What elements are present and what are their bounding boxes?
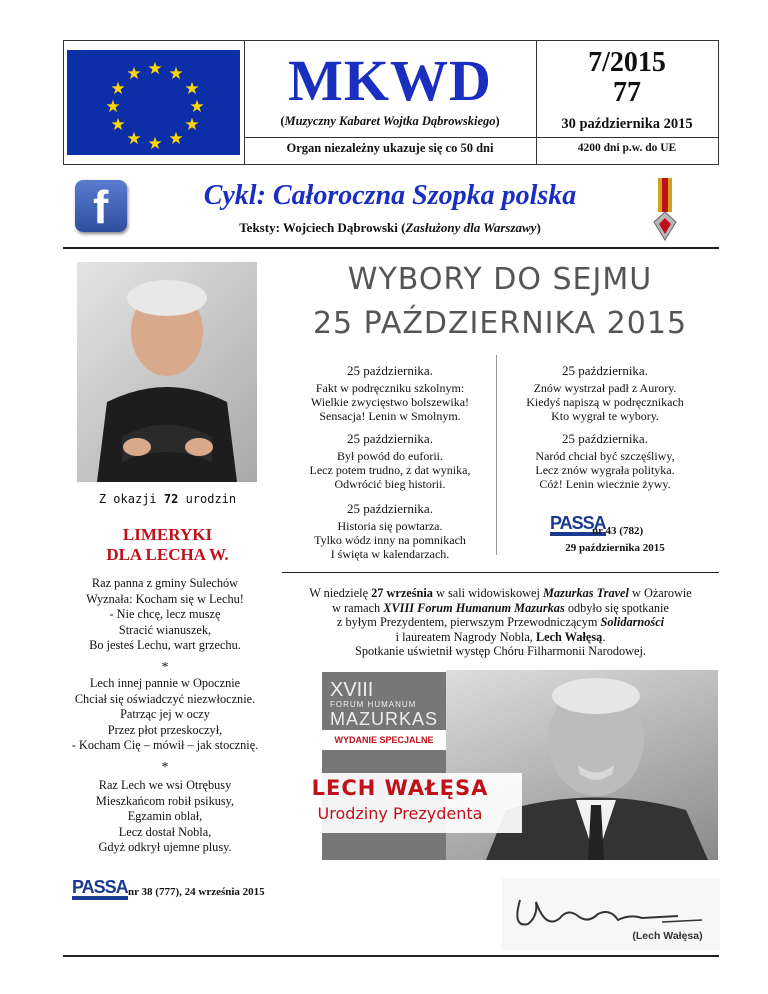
cover-mazurkas: MAZURKAS	[330, 709, 439, 729]
stanza-1: 25 października. Fakt w podręczniku szkolnym: Wielkie zwycięstwo bolszewika! Sensacja! Lenin w Smolnym.	[310, 363, 470, 423]
stanza-2: 25 października. Znów wystrzał padł z Aurory. Kiedyś napiszą w podręcznikach Kto wygrał te wybory.	[526, 363, 684, 423]
issue-date: 30 października 2015	[561, 116, 693, 132]
facebook-icon[interactable]: f	[75, 180, 127, 232]
passa-logo: PASSA	[550, 514, 606, 536]
separator: *	[161, 760, 169, 775]
issue-number: 7/2015 77	[588, 47, 666, 108]
author-portrait	[77, 262, 257, 482]
limerick-1: Raz panna z gminy Sulechów Wyznała: Kocham się w Lechu! - Nie chcę, lecz muszę Stracić wianuszek, Bo jesteś Lechu, wart grzechu.	[86, 576, 244, 652]
cycle-title: Cykl: Całoroczna Szopka polska	[203, 180, 577, 211]
limericks-heading: LIMERYKI DLA LECHA W.	[106, 525, 229, 564]
separator: *	[161, 660, 169, 675]
source-nr: nr 43 (782)	[592, 525, 644, 537]
eu-flag: ★ ★ ★ ★ ★ ★ ★ ★ ★ ★ ★ ★	[67, 50, 240, 155]
masthead-title: MKWD	[288, 48, 492, 113]
column-divider	[496, 355, 497, 555]
masthead-organ: Organ niezależny ukazuje się co 50 dni	[286, 141, 494, 155]
cover-special: WYDANIE SPECJALNE	[322, 730, 446, 750]
medal-icon	[650, 178, 680, 244]
birthday-note: Z okazji 72 urodzin	[98, 492, 237, 506]
limerick-2: Lech innej pannie w Opocznie Chciał się oświadczyć niezwłocznie. Patrząc jej w oczy Przez płot przeskoczył, - Kocham Cię – mówił – jak stocznię.	[71, 676, 259, 752]
cover-subtitle: Urodziny Prezydenta	[317, 804, 483, 823]
masthead-subtitle: (Muzyczny Kabaret Wojtka Dąbrowskiego)	[280, 114, 500, 128]
election-headline: WYBORY DO SEJMU 25 PAŹDZIERNIKA 2015	[312, 262, 688, 341]
cover-forum: FORUM HUMANUM	[330, 700, 417, 709]
limerick-3: Raz Lech we wsi Otrębusy Mieszkańcom robił psikusy, Egzamin oblał, Lecz dostał Nobla, Gdyż odkrył ujemne plusy.	[95, 778, 235, 854]
authors-line: Teksty: Wojciech Dąbrowski (Zasłużony dla Warszawy)	[239, 220, 541, 235]
divider	[63, 955, 719, 957]
divider	[63, 247, 719, 249]
divider	[282, 572, 719, 573]
passa-logo: PASSA	[72, 878, 128, 900]
cover-name: LECH WAŁĘSA	[311, 776, 489, 800]
news-paragraph: W niedzielę 27 września w sali widowiskowej Mazurkas Travel w Ożarowie w ramach XVIII Forum Humanum Mazurkas odbyło się spotkanie z byłym Prezydentem, pierwszym Przewodniczącym Solidarności i laureatem Nagrody Nobla, Lech Wałęsą. Spotkanie uświetnił występ Chóru Filharmonii Narodowej.	[309, 586, 692, 658]
eu-days-counter: 4200 dni p.w. do UE	[577, 142, 677, 154]
cover-xviii: XVIII	[330, 679, 374, 701]
stanza-5: 25 października. Historia się powtarza. Tylko wódz inny na pomnikach I święta w kalendarzach.	[314, 501, 466, 561]
source-reference: nr 38 (777), 24 września 2015	[128, 886, 265, 898]
stanza-4: 25 października. Naród chciał być szczęśliwy, Lecz znów wygrała polityka. Cóż! Lenin wiecznie żywy.	[535, 431, 675, 491]
stanza-3: 25 października. Był powód do euforii. Lecz potem trudno, z dat wynika, Odwrócić bieg historii.	[309, 431, 471, 491]
signature-label: (Lech Wałęsa)	[632, 930, 703, 942]
source-date: 29 października 2015	[565, 542, 665, 554]
